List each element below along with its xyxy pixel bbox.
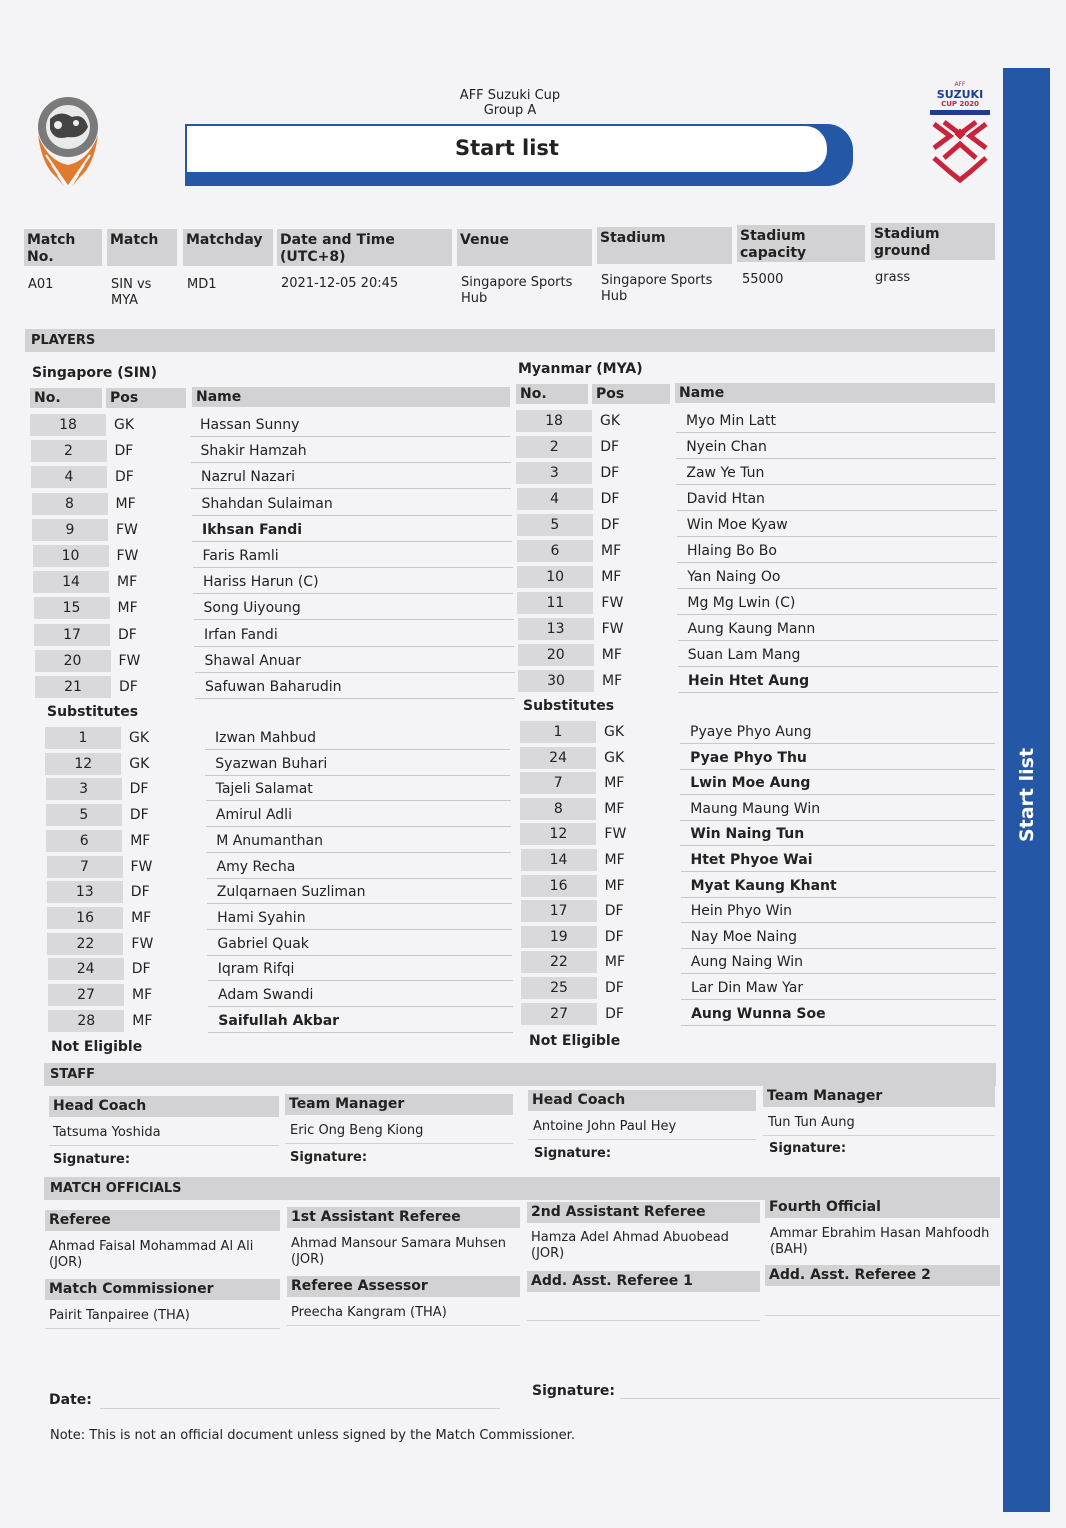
player-row <box>518 669 998 693</box>
fourth-official-label: Fourth Official <box>765 1197 1000 1218</box>
player-row <box>521 899 996 923</box>
player-position: DF <box>604 928 624 945</box>
player-name: Pyaye Phyo Aung <box>690 724 812 740</box>
ground-value: grass <box>875 270 911 285</box>
player-row <box>521 950 996 974</box>
away-head-coach-signature-label: Signature: <box>534 1146 612 1161</box>
player-row <box>521 848 996 872</box>
player-row <box>516 409 996 433</box>
venue-header: Venue <box>457 229 592 266</box>
player-row <box>516 435 996 459</box>
player-number: 3 <box>516 462 592 484</box>
home-head-coach-signature-label: Signature: <box>53 1152 131 1167</box>
player-number: 3 <box>46 778 122 800</box>
stadium-header: Stadium <box>597 227 732 264</box>
player-number: 28 <box>48 1010 124 1032</box>
away-team-name: Myanmar (MYA) <box>518 361 643 377</box>
player-position: FW <box>116 521 138 538</box>
match-value: SIN vs MYA <box>111 277 152 308</box>
home-team-manager-signature-label: Signature: <box>290 1150 368 1165</box>
player-name: Maung Maung Win <box>690 800 821 817</box>
player-row <box>518 643 998 667</box>
referee-name: Ahmad Faisal Mohammad Al Ali (JOR) <box>49 1239 254 1270</box>
player-position: DF <box>600 465 620 481</box>
player-number: 1 <box>520 721 596 743</box>
player-position: DF <box>605 1005 624 1022</box>
player-number: 13 <box>47 881 123 903</box>
officials-section-header: MATCH OFFICIALS <box>44 1177 1000 1200</box>
player-row <box>32 492 512 516</box>
player-name: M Anumanthan <box>216 832 323 849</box>
player-number: 1 <box>45 727 121 749</box>
player-position: DF <box>114 443 134 460</box>
player-row <box>517 539 997 563</box>
player-position: DF <box>600 517 620 533</box>
date-label: Date: <box>49 1392 92 1408</box>
player-number: 17 <box>521 900 597 922</box>
player-number: 22 <box>521 951 597 973</box>
player-row <box>48 957 513 981</box>
player-row <box>516 461 996 485</box>
side-banner-label: Start list <box>1016 747 1038 843</box>
player-name: Hami Syahin <box>217 909 306 926</box>
player-position: DF <box>131 961 151 978</box>
match-no-header: Match No. <box>24 229 102 266</box>
competition-header <box>380 88 640 118</box>
player-name: Zaw Ye Tun <box>686 465 765 481</box>
matchday-value: MD1 <box>187 277 217 292</box>
player-name: Yan Naing Oo <box>687 569 781 585</box>
player-position: MF <box>604 852 625 868</box>
player-row <box>35 649 515 673</box>
assessor-name: Preecha Kangram (THA) <box>291 1305 447 1320</box>
player-row <box>518 617 998 641</box>
player-row <box>521 976 996 1000</box>
player-position: FW <box>131 935 154 952</box>
home-team-manager-label: Team Manager <box>285 1094 513 1115</box>
player-number: 19 <box>521 926 597 948</box>
player-row <box>517 513 997 537</box>
home-team-name: Singapore (SIN) <box>32 365 158 381</box>
player-number: 11 <box>517 592 593 614</box>
player-position: MF <box>132 1012 153 1029</box>
player-name: Win Naing Tun <box>690 826 805 843</box>
player-name: Nazrul Nazari <box>201 469 295 486</box>
aar1-label: Add. Asst. Referee 1 <box>527 1271 760 1292</box>
capacity-header: Stadium capacity <box>737 225 865 262</box>
home-head-coach: Tatsuma Yoshida <box>53 1125 161 1140</box>
match-no-value: A01 <box>28 277 54 292</box>
player-number: 7 <box>47 856 123 878</box>
player-name: Nyein Chan <box>686 439 767 455</box>
player-row <box>521 874 996 898</box>
player-name: Lar Din Maw Yar <box>691 980 804 996</box>
player-name: Syazwan Buhari <box>215 755 328 772</box>
player-row <box>47 855 512 879</box>
player-row <box>46 777 511 801</box>
away-head-coach: Antoine John Paul Hey <box>533 1119 677 1134</box>
player-name: David Htan <box>686 491 765 507</box>
player-position: MF <box>604 954 626 971</box>
player-number: 4 <box>31 466 107 488</box>
player-position: GK <box>604 724 625 740</box>
player-row <box>45 726 510 750</box>
player-number: 15 <box>34 597 110 619</box>
player-number: 6 <box>46 830 122 852</box>
away-no-header: No. <box>516 384 588 404</box>
player-position: MF <box>132 987 153 1003</box>
player-position: MF <box>601 647 622 663</box>
stadium-value: Singapore Sports Hub <box>601 273 713 304</box>
home-substitutes-label: Substitutes <box>47 704 139 720</box>
player-position: GK <box>604 749 625 766</box>
player-name: Iqram Rifqi <box>217 961 295 978</box>
player-name: Htet Phyoe Wai <box>690 852 813 868</box>
ground-header: Stadium ground <box>871 223 995 260</box>
home-head-coach-label: Head Coach <box>49 1096 279 1117</box>
venue-value: Singapore Sports Hub <box>461 275 573 306</box>
player-name: Pyae Phyo Thu <box>690 749 807 766</box>
player-number: 18 <box>30 414 106 436</box>
player-number: 10 <box>517 566 593 588</box>
ar1-name: Ahmad Mansour Samara Muhsen (JOR) <box>291 1236 507 1267</box>
player-name: Shahdan Sulaiman <box>201 495 333 512</box>
away-not-eligible-label: Not Eligible <box>529 1033 621 1049</box>
home-no-header: No. <box>30 388 102 408</box>
player-row <box>520 720 995 744</box>
aff-federation-logo <box>28 95 108 193</box>
player-position: FW <box>601 621 624 637</box>
fourth-official-name: Ammar Ebrahim Hasan Mahfoodh (BAH) <box>770 1226 990 1257</box>
footer-signature-label: Signature: <box>532 1383 615 1399</box>
player-name: Amy Recha <box>216 858 296 875</box>
player-position: MF <box>604 800 625 817</box>
player-position: DF <box>115 469 134 486</box>
player-row <box>30 413 510 437</box>
player-position: DF <box>604 903 624 920</box>
player-number: 30 <box>518 670 594 692</box>
player-position: MF <box>117 600 138 617</box>
datetime-header: Date and Time (UTC+8) <box>277 229 452 266</box>
player-position: FW <box>601 595 624 611</box>
player-name: Amirul Adli <box>215 807 292 824</box>
player-position: DF <box>118 626 137 643</box>
player-position: MF <box>130 832 151 849</box>
player-name: Gabriel Quak <box>217 935 309 952</box>
player-position: MF <box>604 775 625 792</box>
player-position: FW <box>118 652 141 669</box>
player-name: Shakir Hamzah <box>200 443 307 460</box>
player-position: GK <box>600 413 621 429</box>
assessor-label: Referee Assessor <box>287 1276 520 1297</box>
home-pos-header: Pos <box>106 388 186 408</box>
player-number: 8 <box>520 798 596 820</box>
ar2-name: Hamza Adel Ahmad Abuobead (JOR) <box>531 1230 729 1261</box>
player-row <box>517 565 997 589</box>
player-name: Ikhsan Fandi <box>202 521 303 538</box>
player-position: MF <box>131 909 152 926</box>
players-section-header: PLAYERS <box>25 329 995 352</box>
matchday-header: Matchday <box>183 229 273 266</box>
capacity-value: 55000 <box>742 272 784 287</box>
player-name: Hassan Sunny <box>200 417 300 433</box>
player-row <box>32 518 512 542</box>
player-position: MF <box>115 495 136 512</box>
player-name: Lwin Moe Aung <box>690 775 811 792</box>
player-name: Hein Htet Aung <box>688 673 810 689</box>
player-row <box>521 1002 996 1026</box>
player-row <box>46 829 511 853</box>
player-position: MF <box>602 673 623 689</box>
player-number: 5 <box>46 804 122 826</box>
svg-text:CUP 2020: CUP 2020 <box>941 100 979 108</box>
player-name: Tajeli Salamat <box>215 781 313 798</box>
player-position: FW <box>604 826 627 843</box>
player-name: Faris Ramli <box>202 548 279 564</box>
player-position: MF <box>117 574 138 591</box>
player-number: 24 <box>48 958 124 980</box>
player-row <box>45 752 510 776</box>
player-row <box>47 880 512 904</box>
home-team-manager: Eric Ong Beng Kiong <box>290 1123 424 1138</box>
player-position: MF <box>604 877 625 894</box>
svg-text:SUZUKI: SUZUKI <box>936 88 984 101</box>
svg-text:AFF: AFF <box>954 81 966 88</box>
player-name: Nay Moe Naing <box>690 928 797 945</box>
player-position: DF <box>130 884 150 901</box>
staff-section-header: STAFF <box>44 1063 996 1086</box>
player-position: GK <box>129 730 150 746</box>
player-name: Mg Mg Lwin (C) <box>687 595 796 611</box>
player-number: 10 <box>33 545 109 567</box>
player-position: DF <box>129 807 149 824</box>
player-number: 6 <box>517 540 593 562</box>
player-number: 18 <box>516 410 592 432</box>
away-substitutes-label: Substitutes <box>523 698 615 714</box>
away-team-manager-label: Team Manager <box>763 1086 995 1107</box>
player-position: MF <box>601 569 622 585</box>
player-name: Myo Min Latt <box>686 413 777 429</box>
player-number: 2 <box>31 440 107 462</box>
player-name: Safuwan Baharudin <box>205 679 342 695</box>
player-number: 7 <box>520 772 596 794</box>
player-row <box>47 932 512 956</box>
player-position: DF <box>605 980 624 996</box>
player-row <box>520 746 995 770</box>
player-number: 21 <box>35 676 111 698</box>
player-name: Saifullah Akbar <box>218 1012 340 1029</box>
home-name-header: Name <box>192 387 510 407</box>
player-number: 24 <box>520 747 596 769</box>
player-name: Myat Kaung Khant <box>690 877 837 894</box>
player-name: Irfan Fandi <box>204 626 278 643</box>
group-name: Group A <box>483 103 537 118</box>
player-number: 4 <box>517 488 593 510</box>
player-position: DF <box>129 781 149 798</box>
player-row <box>48 1009 513 1033</box>
player-number: 14 <box>33 571 109 593</box>
ar1-label: 1st Assistant Referee <box>287 1207 520 1228</box>
player-row <box>517 487 997 511</box>
player-number: 16 <box>47 907 123 929</box>
player-row <box>35 675 515 699</box>
player-number: 17 <box>34 624 110 646</box>
player-number: 12 <box>520 823 596 845</box>
player-position: GK <box>129 755 150 772</box>
away-head-coach-label: Head Coach <box>528 1090 756 1111</box>
page-title: Start list <box>455 136 559 160</box>
referee-label: Referee <box>45 1210 280 1231</box>
player-number: 5 <box>517 514 593 536</box>
player-row <box>521 925 996 949</box>
away-pos-header: Pos <box>592 384 670 404</box>
player-number: 12 <box>45 753 121 775</box>
away-team-manager-signature-label: Signature: <box>769 1141 847 1156</box>
ar2-label: 2nd Assistant Referee <box>527 1202 760 1223</box>
away-name-header: Name <box>675 383 995 403</box>
datetime-value: 2021-12-05 20:45 <box>281 276 399 291</box>
player-position: DF <box>600 439 620 455</box>
player-number: 20 <box>35 650 111 672</box>
player-row <box>48 983 513 1007</box>
player-number: 27 <box>48 984 124 1006</box>
player-position: DF <box>600 491 620 507</box>
player-name: Aung Kaung Mann <box>687 621 816 637</box>
player-number: 25 <box>521 977 597 999</box>
footer-note: Note: This is not an official document unless signed by the Match Commissioner. <box>50 1428 575 1443</box>
player-name: Izwan Mahbud <box>215 730 317 746</box>
player-name: Hein Phyo Win <box>690 903 792 920</box>
player-number: 2 <box>516 436 592 458</box>
player-row <box>47 906 512 930</box>
player-name: Aung Wunna Soe <box>691 1005 826 1022</box>
player-row <box>520 771 995 795</box>
player-name: Zulqarnaen Suzliman <box>216 884 366 901</box>
player-row <box>33 544 513 568</box>
player-position: GK <box>114 417 135 433</box>
player-number: 20 <box>518 644 594 666</box>
player-row <box>31 439 511 463</box>
player-row <box>31 465 511 489</box>
aar2-label: Add. Asst. Referee 2 <box>765 1265 1000 1286</box>
player-name: Hlaing Bo Bo <box>687 543 777 559</box>
title-banner <box>185 118 855 190</box>
player-row <box>520 797 995 821</box>
player-name: Shawal Anuar <box>204 652 301 669</box>
player-name: Suan Lam Mang <box>687 647 801 663</box>
player-row <box>34 596 514 620</box>
player-number: 13 <box>518 618 594 640</box>
commissioner-label: Match Commissioner <box>45 1279 280 1300</box>
match-header: Match <box>107 229 177 266</box>
player-name: Hariss Harun (C) <box>203 574 319 591</box>
home-not-eligible-label: Not Eligible <box>51 1039 143 1055</box>
player-name: Song Uiyoung <box>203 600 301 617</box>
competition-name: AFF Suzuki Cup <box>459 88 561 103</box>
player-row <box>33 570 513 594</box>
suzuki-cup-logo <box>926 80 994 190</box>
player-row <box>517 591 997 615</box>
commissioner-name: Pairit Tanpairee (THA) <box>49 1308 190 1323</box>
player-name: Aung Naing Win <box>690 954 803 971</box>
player-position: FW <box>116 548 139 564</box>
player-position: DF <box>119 679 138 695</box>
player-number: 22 <box>47 933 123 955</box>
away-team-manager: Tun Tun Aung <box>768 1115 855 1130</box>
player-position: FW <box>130 858 153 875</box>
player-row <box>46 803 511 827</box>
player-number: 9 <box>32 519 108 541</box>
player-number: 8 <box>32 493 108 515</box>
player-position: MF <box>601 543 622 559</box>
player-number: 27 <box>521 1003 597 1025</box>
player-name: Adam Swandi <box>218 987 314 1003</box>
player-row <box>520 822 995 846</box>
player-number: 14 <box>521 849 597 871</box>
player-name: Win Moe Kyaw <box>686 517 788 533</box>
player-number: 16 <box>521 875 597 897</box>
player-row <box>34 623 514 647</box>
